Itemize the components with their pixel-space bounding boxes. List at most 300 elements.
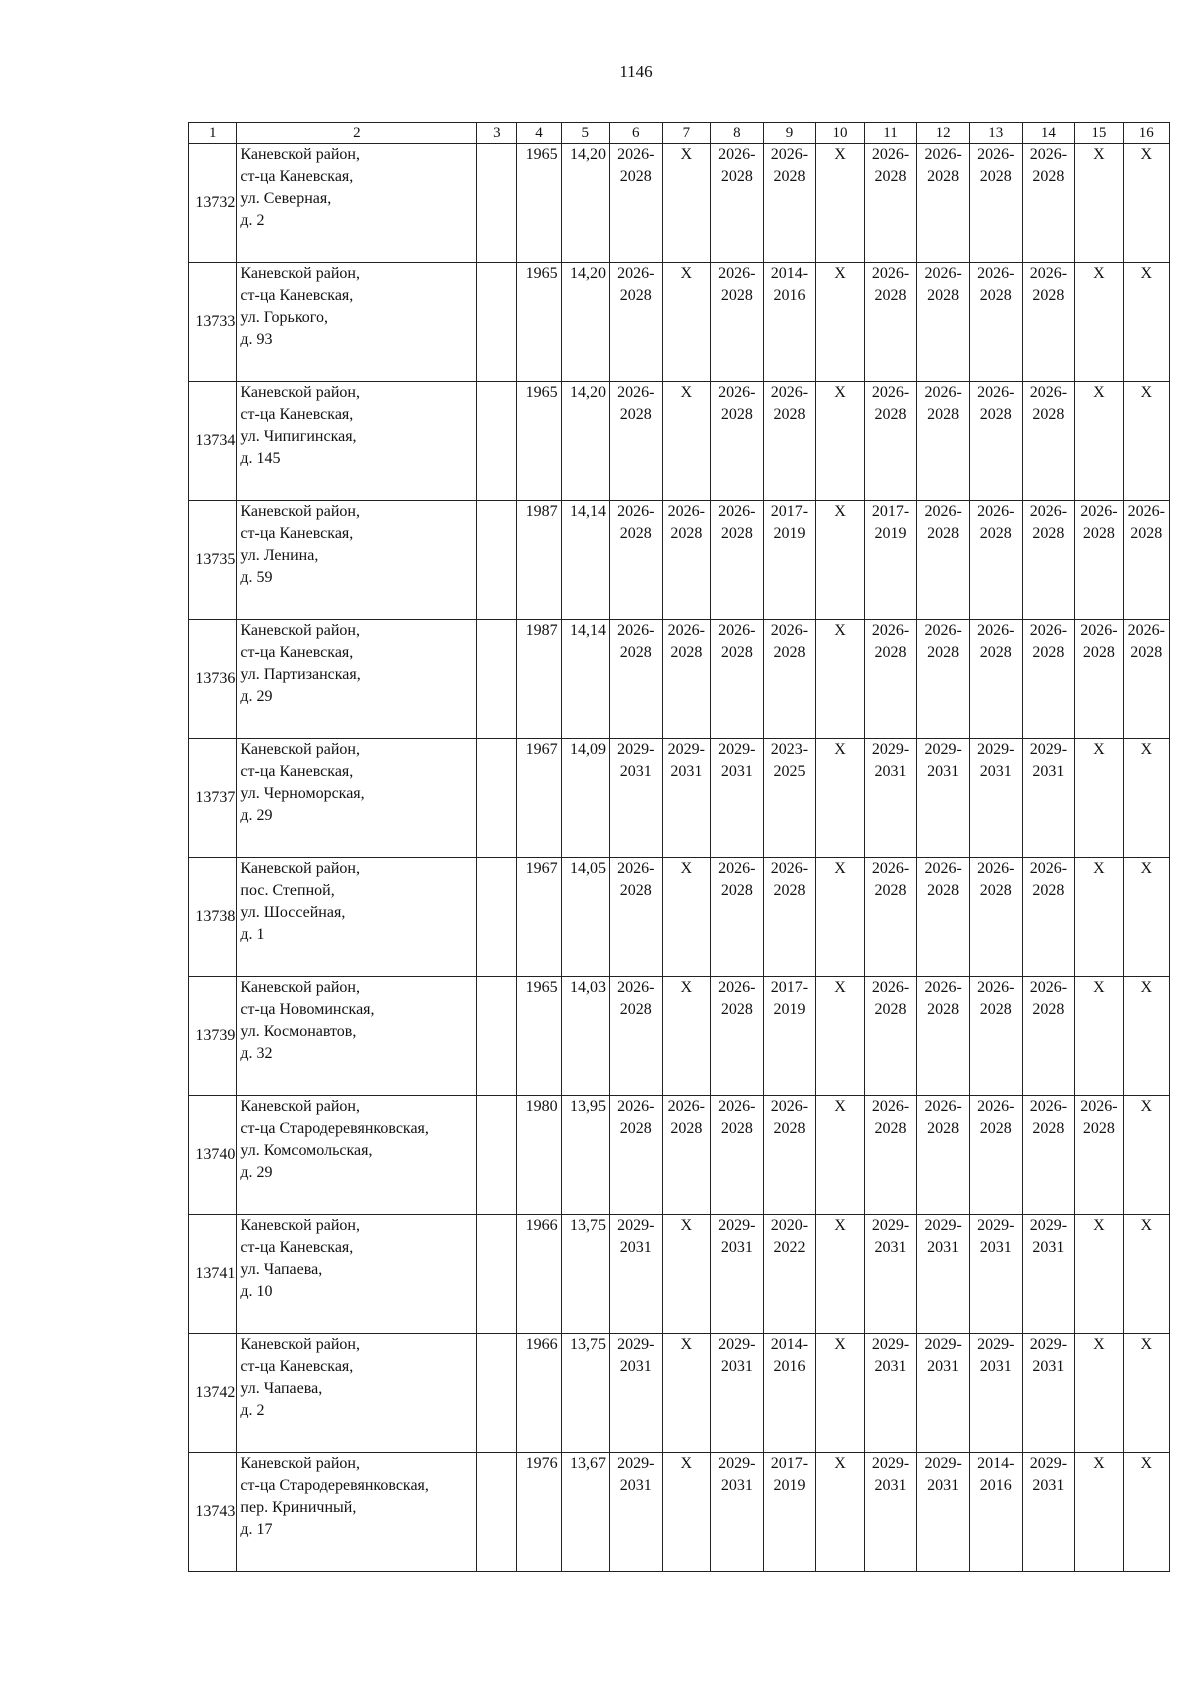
address-cell: [237, 144, 477, 263]
period-end: 2028: [1082, 525, 1115, 542]
column-number-15: 15: [1075, 123, 1123, 144]
period-cell-c6: [609, 382, 662, 501]
period-cell-c6: [609, 858, 662, 977]
period-end: 2031: [979, 763, 1012, 780]
period-end: 2028: [670, 644, 703, 661]
period-end: 2028: [619, 644, 652, 661]
page-number: 1146: [619, 62, 653, 81]
period-cell-c8: [711, 1096, 764, 1215]
period-cell-c15: X: [1075, 977, 1123, 1096]
period-cell-c9: [763, 1215, 816, 1334]
address-line: ул. Чапаева,: [240, 1380, 323, 1397]
period-start: 2026-: [1029, 979, 1068, 996]
period-end: 2019: [773, 1477, 806, 1494]
period-start: 2026-: [1029, 384, 1068, 401]
table-row: [189, 382, 1170, 501]
year-built-cell: 1976: [517, 1453, 561, 1572]
period-cell-c15: [1075, 620, 1123, 739]
period-start: 2029-: [718, 1336, 756, 1353]
period-start: 2026-: [977, 860, 1015, 877]
period-end: 2028: [773, 168, 806, 185]
period-cell-c14: [1022, 739, 1075, 858]
period-start: 2026-: [924, 146, 962, 163]
period-end: 2028: [927, 882, 960, 899]
period-cell-c16: X: [1123, 144, 1169, 263]
column-number-3: 3: [477, 123, 517, 144]
period-end: 2028: [773, 644, 806, 661]
period-end: 2028: [874, 1001, 907, 1018]
address-line: ст-ца Стародеревянковская,: [240, 1477, 429, 1494]
period-cell-c10: X: [816, 144, 864, 263]
period-end: 2028: [619, 1001, 652, 1018]
period-start: 2026-: [617, 265, 655, 282]
period-start: 2026-: [1029, 503, 1068, 520]
period-start: 2026-: [977, 979, 1015, 996]
period-cell-c6: [609, 1096, 662, 1215]
period-cell-c16: X: [1123, 1215, 1169, 1334]
column-3-cell: [477, 263, 517, 382]
record-number: 13739: [189, 977, 237, 1096]
period-cell-c14: [1022, 1096, 1075, 1215]
period-end: 2028: [619, 882, 652, 899]
period-cell-c12: [917, 1215, 970, 1334]
table-row: [189, 739, 1170, 858]
period-end: 2028: [927, 1001, 960, 1018]
period-start: 2029-: [871, 1455, 910, 1472]
period-cell-c12: [917, 1334, 970, 1453]
area-cell: 14,14: [561, 501, 609, 620]
period-cell-c12: [917, 382, 970, 501]
period-cell-c7: X: [662, 263, 710, 382]
period-start: 2026-: [667, 503, 705, 520]
address-line: ул. Партизанская,: [240, 666, 361, 683]
period-cell-c7: X: [662, 1334, 710, 1453]
period-start: 2029-: [871, 741, 910, 758]
period-cell-c14: [1022, 501, 1075, 620]
period-cell-c8: [711, 263, 764, 382]
period-start: 2026-: [617, 622, 655, 639]
period-end: 2028: [720, 882, 753, 899]
address-line: ст-ца Новоминская,: [240, 1001, 375, 1018]
address-cell: [237, 858, 477, 977]
column-3-cell: [477, 1453, 517, 1572]
period-cell-c9: [763, 620, 816, 739]
period-end: 2028: [874, 168, 907, 185]
address-line: пер. Криничный,: [240, 1499, 357, 1516]
period-start: 2029-: [718, 741, 756, 758]
period-start: 2026-: [617, 1098, 655, 1115]
period-end: 2031: [927, 763, 960, 780]
period-start: 2029-: [1029, 1336, 1068, 1353]
period-cell-c10: X: [816, 382, 864, 501]
period-cell-c13: [969, 858, 1022, 977]
period-cell-c16: [1123, 620, 1169, 739]
period-cell-c6: [609, 1334, 662, 1453]
period-cell-c12: [917, 1096, 970, 1215]
period-end: 2031: [1032, 1239, 1065, 1256]
address-line: Каневской район,: [240, 503, 360, 520]
period-cell-c8: [711, 1215, 764, 1334]
period-start: 2029-: [871, 1217, 910, 1234]
period-cell-c11: [864, 620, 917, 739]
period-cell-c12: [917, 1453, 970, 1572]
period-start: 2026-: [770, 146, 809, 163]
period-start: 2023-: [770, 741, 809, 758]
column-number-12: 12: [917, 123, 970, 144]
period-start: 2026-: [977, 146, 1015, 163]
period-start: 2026-: [1029, 1098, 1068, 1115]
period-cell-c10: X: [816, 1453, 864, 1572]
period-cell-c15: [1075, 1096, 1123, 1215]
column-3-cell: [477, 739, 517, 858]
address-line: д. 2: [240, 1402, 265, 1419]
period-cell-c14: [1022, 1453, 1075, 1572]
column-number-13: 13: [969, 123, 1022, 144]
period-cell-c10: X: [816, 1096, 864, 1215]
year-built-cell: 1967: [517, 739, 561, 858]
period-start: 2026-: [924, 503, 962, 520]
period-cell-c14: [1022, 1334, 1075, 1453]
column-3-cell: [477, 620, 517, 739]
period-start: 2026-: [1029, 860, 1068, 877]
year-built-cell: 1967: [517, 858, 561, 977]
period-end: 2028: [720, 1001, 753, 1018]
period-cell-c16: X: [1123, 1334, 1169, 1453]
period-cell-c15: [1075, 501, 1123, 620]
record-number: 13733: [189, 263, 237, 382]
column-3-cell: [477, 1334, 517, 1453]
period-end: 2019: [874, 525, 907, 542]
period-start: 2026-: [924, 622, 962, 639]
period-end: 2031: [619, 1239, 652, 1256]
period-cell-c16: X: [1123, 263, 1169, 382]
period-start: 2026-: [977, 503, 1015, 520]
period-start: 2029-: [977, 1336, 1015, 1353]
period-start: 2029-: [617, 1217, 655, 1234]
period-cell-c6: [609, 1453, 662, 1572]
address-line: ст-ца Каневская,: [240, 763, 354, 780]
period-end: 2016: [773, 287, 806, 304]
period-start: 2014-: [770, 265, 809, 282]
period-end: 2016: [773, 1358, 806, 1375]
address-line: д. 93: [240, 331, 273, 348]
address-line: ст-ца Стародеревянковская,: [240, 1120, 429, 1137]
period-start: 2026-: [871, 265, 910, 282]
table-row: [189, 144, 1170, 263]
period-start: 2026-: [718, 622, 756, 639]
address-line: ст-ца Каневская,: [240, 1358, 354, 1375]
address-line: Каневской район,: [240, 1217, 360, 1234]
column-number-6: 6: [609, 123, 662, 144]
period-end: 2031: [874, 763, 907, 780]
column-number-16: 16: [1123, 123, 1169, 144]
period-cell-c9: [763, 263, 816, 382]
year-built-cell: 1966: [517, 1334, 561, 1453]
housing-register-table: [188, 122, 1170, 1572]
address-cell: [237, 1096, 477, 1215]
period-end: 2028: [874, 644, 907, 661]
table-body: [189, 123, 1170, 1572]
period-start: 2017-: [770, 1455, 809, 1472]
address-line: д. 32: [240, 1045, 273, 1062]
period-end: 2028: [1032, 882, 1065, 899]
period-start: 2026-: [924, 384, 962, 401]
period-cell-c14: [1022, 144, 1075, 263]
column-number-10: 10: [816, 123, 864, 144]
address-line: ст-ца Каневская,: [240, 168, 354, 185]
period-end: 2031: [874, 1477, 907, 1494]
period-end: 2028: [720, 287, 753, 304]
column-number-9: 9: [763, 123, 816, 144]
area-cell: 14,20: [561, 144, 609, 263]
period-cell-c9: [763, 977, 816, 1096]
period-cell-c6: [609, 977, 662, 1096]
period-cell-c7: [662, 501, 710, 620]
area-cell: 14,20: [561, 382, 609, 501]
address-line: Каневской район,: [240, 860, 360, 877]
period-cell-c13: [969, 1096, 1022, 1215]
period-cell-c11: [864, 1096, 917, 1215]
address-line: д. 145: [240, 450, 281, 467]
period-cell-c13: [969, 739, 1022, 858]
period-end: 2028: [979, 168, 1012, 185]
record-number: 13740: [189, 1096, 237, 1215]
column-number-row: [189, 123, 1170, 144]
period-cell-c13: [969, 977, 1022, 1096]
period-cell-c7: [662, 1096, 710, 1215]
period-start: 2026-: [1029, 622, 1068, 639]
period-cell-c13: [969, 620, 1022, 739]
period-end: 2028: [619, 1120, 652, 1137]
period-cell-c10: X: [816, 1334, 864, 1453]
address-line: ул. Комсомольская,: [240, 1142, 373, 1159]
period-cell-c14: [1022, 1215, 1075, 1334]
period-start: 2026-: [617, 860, 655, 877]
period-cell-c12: [917, 739, 970, 858]
area-cell: 14,03: [561, 977, 609, 1096]
period-start: 2029-: [924, 741, 962, 758]
period-end: 2028: [1032, 406, 1065, 423]
period-cell-c7: X: [662, 144, 710, 263]
column-number-5: 5: [561, 123, 609, 144]
period-cell-c8: [711, 501, 764, 620]
period-cell-c8: [711, 620, 764, 739]
period-start: 2020-: [770, 1217, 809, 1234]
period-cell-c16: X: [1123, 1453, 1169, 1572]
column-number-11: 11: [864, 123, 917, 144]
period-end: 2028: [979, 1001, 1012, 1018]
period-start: 2029-: [977, 741, 1015, 758]
period-end: 2028: [927, 1120, 960, 1137]
period-cell-c9: [763, 382, 816, 501]
period-cell-c15: X: [1075, 382, 1123, 501]
period-cell-c11: [864, 858, 917, 977]
address-line: д. 29: [240, 688, 273, 705]
period-start: 2026-: [924, 265, 962, 282]
period-start: 2026-: [977, 622, 1015, 639]
table-row: [189, 620, 1170, 739]
period-start: 2026-: [617, 979, 655, 996]
period-cell-c9: [763, 501, 816, 620]
period-end: 2031: [619, 763, 652, 780]
period-cell-c6: [609, 144, 662, 263]
period-cell-c10: X: [816, 620, 864, 739]
record-number: 13737: [189, 739, 237, 858]
column-number-2: 2: [237, 123, 477, 144]
period-cell-c11: [864, 1215, 917, 1334]
period-start: 2026-: [1127, 622, 1165, 639]
period-start: 2026-: [1080, 503, 1118, 520]
period-end: 2031: [1032, 1358, 1065, 1375]
year-built-cell: 1965: [517, 977, 561, 1096]
period-cell-c14: [1022, 858, 1075, 977]
period-end: 2028: [720, 1120, 753, 1137]
address-line: ул. Северная,: [240, 190, 332, 207]
area-cell: 13,75: [561, 1215, 609, 1334]
period-start: 2026-: [871, 979, 910, 996]
period-start: 2017-: [871, 503, 910, 520]
table-row: [189, 501, 1170, 620]
period-end: 2031: [874, 1239, 907, 1256]
period-start: 2026-: [718, 265, 756, 282]
address-cell: [237, 501, 477, 620]
period-cell-c11: [864, 977, 917, 1096]
period-start: 2026-: [770, 1098, 809, 1115]
address-line: ул. Чапаева,: [240, 1261, 323, 1278]
period-cell-c6: [609, 1215, 662, 1334]
period-start: 2029-: [718, 1455, 756, 1472]
period-cell-c11: [864, 382, 917, 501]
period-cell-c14: [1022, 977, 1075, 1096]
period-cell-c8: [711, 144, 764, 263]
period-cell-c16: X: [1123, 382, 1169, 501]
period-end: 2031: [927, 1239, 960, 1256]
address-line: д. 1: [240, 926, 265, 943]
period-end: 2028: [874, 287, 907, 304]
period-cell-c16: X: [1123, 858, 1169, 977]
period-cell-c11: [864, 739, 917, 858]
period-end: 2028: [1130, 525, 1163, 542]
period-cell-c10: X: [816, 739, 864, 858]
period-end: 2028: [927, 644, 960, 661]
period-cell-c15: X: [1075, 739, 1123, 858]
period-cell-c13: [969, 1453, 1022, 1572]
period-end: 2028: [720, 168, 753, 185]
period-start: 2017-: [770, 503, 809, 520]
period-end: 2028: [874, 1120, 907, 1137]
column-number-1: 1: [189, 123, 237, 144]
table-row: [189, 1453, 1170, 1572]
table-row: [189, 263, 1170, 382]
area-cell: 13,95: [561, 1096, 609, 1215]
area-cell: 14,14: [561, 620, 609, 739]
record-number: 13735: [189, 501, 237, 620]
address-cell: [237, 977, 477, 1096]
period-cell-c12: [917, 977, 970, 1096]
address-line: Каневской район,: [240, 265, 360, 282]
period-start: 2026-: [667, 1098, 705, 1115]
period-start: 2026-: [1029, 265, 1068, 282]
period-end: 2028: [1032, 644, 1065, 661]
period-cell-c15: X: [1075, 1453, 1123, 1572]
address-cell: [237, 620, 477, 739]
period-end: 2028: [1082, 1120, 1115, 1137]
period-cell-c13: [969, 382, 1022, 501]
period-end: 2028: [773, 882, 806, 899]
period-end: 2031: [927, 1477, 960, 1494]
column-number-14: 14: [1022, 123, 1075, 144]
period-cell-c9: [763, 1453, 816, 1572]
period-end: 2028: [720, 525, 753, 542]
period-end: 2016: [979, 1477, 1012, 1494]
period-cell-c8: [711, 858, 764, 977]
period-cell-c10: X: [816, 858, 864, 977]
period-start: 2026-: [871, 622, 910, 639]
period-cell-c11: [864, 263, 917, 382]
address-line: ст-ца Каневская,: [240, 1239, 354, 1256]
period-end: 2028: [1032, 168, 1065, 185]
period-end: 2028: [979, 644, 1012, 661]
period-start: 2026-: [718, 503, 756, 520]
period-cell-c13: [969, 144, 1022, 263]
address-line: Каневской район,: [240, 1455, 360, 1472]
period-end: 2028: [1032, 1120, 1065, 1137]
table-row: [189, 1215, 1170, 1334]
period-start: 2026-: [617, 384, 655, 401]
address-line: ст-ца Каневская,: [240, 287, 354, 304]
record-number: 13743: [189, 1453, 237, 1572]
address-cell: [237, 1215, 477, 1334]
area-cell: 13,67: [561, 1453, 609, 1572]
period-cell-c11: [864, 1334, 917, 1453]
period-end: 2028: [927, 406, 960, 423]
period-cell-c9: [763, 1096, 816, 1215]
record-number: 13736: [189, 620, 237, 739]
address-line: Каневской район,: [240, 1098, 360, 1115]
area-cell: 14,05: [561, 858, 609, 977]
period-start: 2026-: [871, 860, 910, 877]
period-start: 2029-: [924, 1217, 962, 1234]
table-row: [189, 977, 1170, 1096]
period-start: 2026-: [977, 384, 1015, 401]
period-start: 2026-: [1080, 1098, 1118, 1115]
period-end: 2028: [927, 168, 960, 185]
period-end: 2028: [1032, 525, 1065, 542]
table-row: [189, 1096, 1170, 1215]
area-cell: 14,09: [561, 739, 609, 858]
period-end: 2028: [927, 287, 960, 304]
period-cell-c15: X: [1075, 263, 1123, 382]
year-built-cell: 1980: [517, 1096, 561, 1215]
period-cell-c12: [917, 858, 970, 977]
period-cell-c7: X: [662, 977, 710, 1096]
address-line: Каневской район,: [240, 979, 360, 996]
year-built-cell: 1965: [517, 382, 561, 501]
period-cell-c16: X: [1123, 1096, 1169, 1215]
address-line: д. 29: [240, 807, 273, 824]
year-built-cell: 1966: [517, 1215, 561, 1334]
address-line: Каневской район,: [240, 384, 360, 401]
period-end: 2028: [1082, 644, 1115, 661]
period-cell-c15: X: [1075, 1334, 1123, 1453]
period-cell-c8: [711, 1334, 764, 1453]
address-line: ул. Горького,: [240, 309, 328, 326]
period-cell-c11: [864, 501, 917, 620]
period-end: 2028: [619, 406, 652, 423]
period-cell-c13: [969, 1334, 1022, 1453]
address-line: ст-ца Каневская,: [240, 525, 354, 542]
column-number-8: 8: [711, 123, 764, 144]
